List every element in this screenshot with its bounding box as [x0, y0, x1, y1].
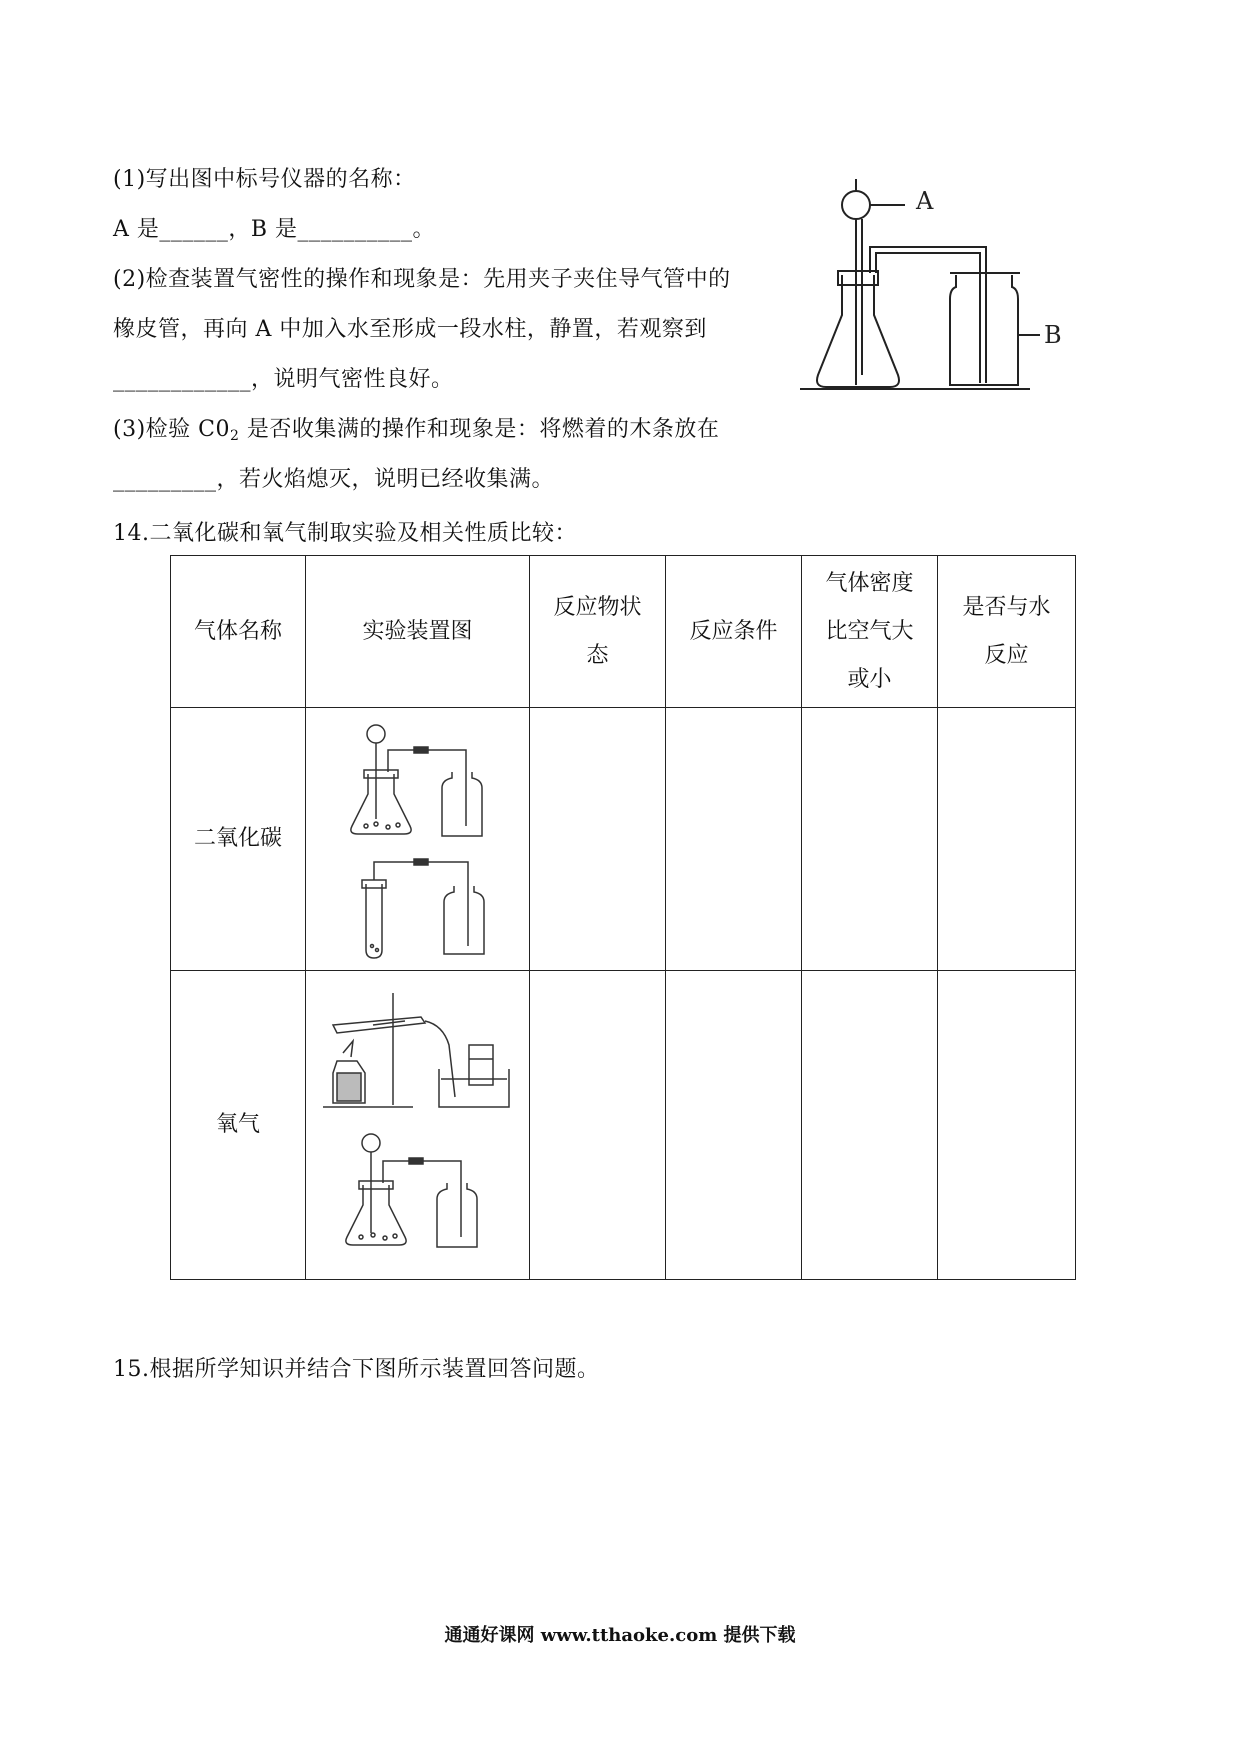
figure-label-b: B [1044, 321, 1062, 349]
o2-apparatus-cell [306, 971, 530, 1280]
header-condition: 反应条件 [666, 556, 802, 708]
o2-reactant-state [530, 971, 666, 1280]
q13-part2-line3: ____________，说明气密性良好。 [113, 367, 454, 392]
co2-condition [666, 708, 802, 971]
co2-apparatus-cell [306, 708, 530, 971]
q13-part2-line1: (2)检查装置气密性的操作和现象是：先用夹子夹住导气管中的 [113, 267, 731, 292]
q13-part3-line2: _________，若火焰熄灭，说明已经收集满。 [113, 467, 555, 492]
q13-part1-blanks: A 是______，B 是__________。 [113, 217, 436, 242]
header-gas-name: 气体名称 [171, 556, 306, 708]
page-footer: 通通好课网 www.tthaoke.com 提供下载 [444, 1625, 796, 1646]
table-row [171, 971, 1076, 1280]
q13-part2-line2: 橡皮管，再向 A 中加入水至形成一段水柱，静置，若观察到 [113, 317, 707, 342]
o2-density [802, 971, 938, 1280]
gas-name-co2: 二氧化碳 [171, 708, 306, 971]
co2-reactant-state [530, 708, 666, 971]
header-reactant-state: 反应物状 态 [530, 556, 666, 708]
table-header-row [171, 556, 1076, 708]
q13-part1: (1)写出图中标号仪器的名称： [113, 167, 416, 192]
co2-density [802, 708, 938, 971]
q15-title: 15.根据所学知识并结合下图所示装置回答问题。 [113, 1357, 600, 1382]
gas-name-o2: 氧气 [171, 971, 306, 1280]
o2-water-reaction [938, 971, 1076, 1280]
co2-water-reaction [938, 708, 1076, 971]
co2-apparatus-figure [318, 714, 518, 964]
q13-apparatus-figure [800, 175, 1100, 405]
header-water-reaction: 是否与水 反应 [938, 556, 1076, 708]
q14-title: 14.二氧化碳和氧气制取实验及相关性质比较： [113, 521, 577, 546]
header-apparatus: 实验装置图 [306, 556, 530, 708]
q13-part3-line1: (3)检验 $C0_2$ 是否收集满的操作和现象是：将燃着的木条放在 [113, 417, 720, 444]
header-density: 气体密度 比空气大 或小 [802, 556, 938, 708]
figure-label-a: A [916, 187, 934, 215]
o2-condition [666, 971, 802, 1280]
table-row [171, 708, 1076, 971]
comparison-table [170, 555, 1076, 1280]
o2-apparatus-figure [313, 975, 523, 1275]
